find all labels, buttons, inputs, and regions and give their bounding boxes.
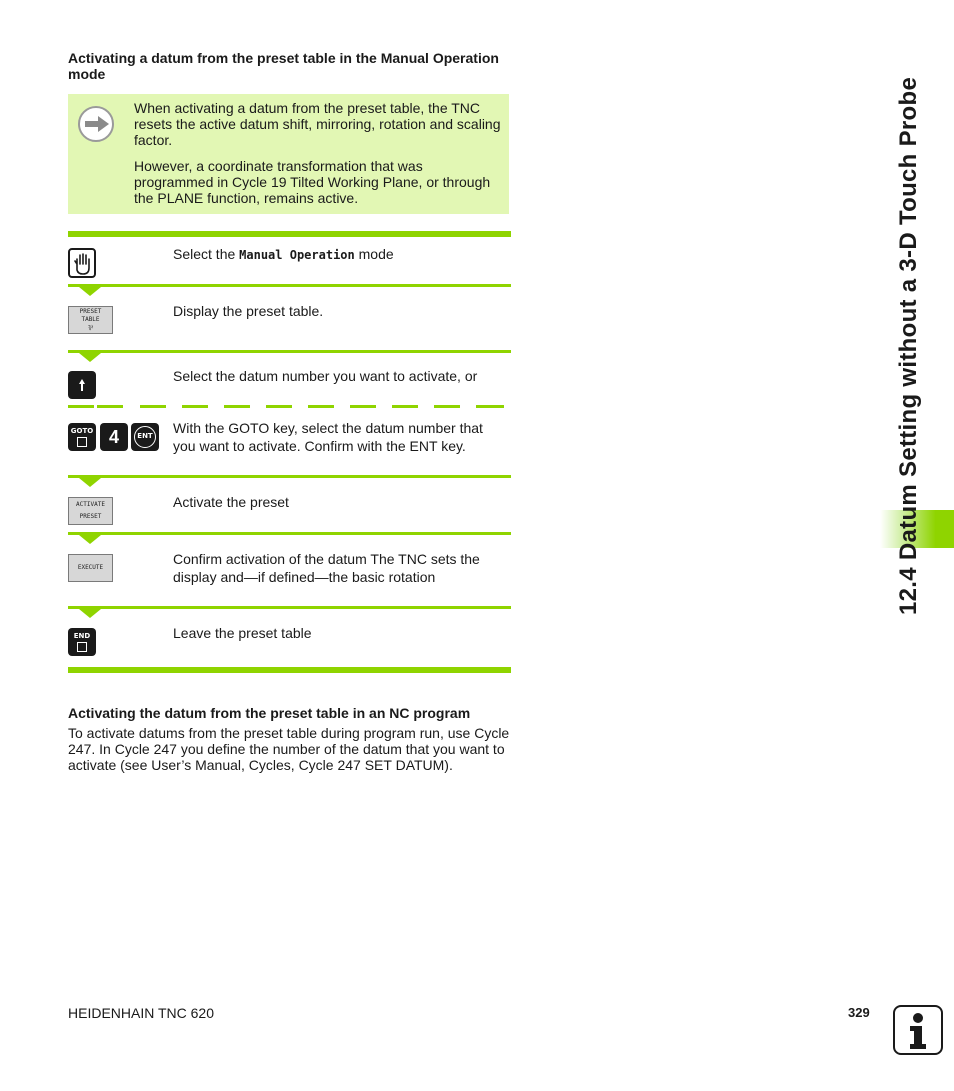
step-arrow bbox=[79, 478, 101, 487]
note-text-2: However, a coordinate transformation that was programmed in Cycle 19 Tilted Working Plane, or through the PLANE function, remains active. bbox=[134, 158, 491, 206]
mode-name: Manual Operation bbox=[239, 248, 355, 262]
goto-key[interactable]: GOTO bbox=[68, 423, 96, 451]
step-divider bbox=[68, 475, 511, 478]
step-arrow bbox=[79, 609, 101, 618]
step-divider bbox=[68, 284, 511, 287]
step-text: Leave the preset table bbox=[173, 625, 312, 641]
step-text: Select the Manual Operation mode bbox=[173, 246, 394, 262]
preset-table-softkey[interactable]: PRESET TABLE ⅌ bbox=[68, 306, 113, 334]
step-divider bbox=[68, 350, 511, 353]
section-heading: Activating a datum from the preset table in the Manual Operation mode bbox=[68, 50, 499, 82]
step-divider bbox=[68, 532, 511, 535]
step-arrow bbox=[79, 535, 101, 544]
section-heading: Activating the datum from the preset table in an NC program bbox=[68, 705, 471, 721]
page-number: 329 bbox=[848, 1005, 870, 1020]
info-icon[interactable] bbox=[893, 1005, 943, 1055]
activate-preset-softkey[interactable]: ACTIVATE PRESET bbox=[68, 497, 113, 525]
end-key[interactable]: END bbox=[68, 628, 96, 656]
table-bottom-bar bbox=[68, 667, 511, 673]
arrow-right-icon bbox=[78, 106, 114, 142]
arrow-up-key[interactable] bbox=[68, 371, 96, 399]
step-arrow bbox=[79, 353, 101, 362]
chapter-title: 12.4 Datum Setting without a 3-D Touch Probe bbox=[895, 76, 922, 615]
step-text: Activate the preset bbox=[173, 494, 289, 510]
note-text-1: When activating a datum from the preset table, the TNC resets the active datum shift, mirroring, rotation and scaling factor. bbox=[134, 100, 501, 148]
body-paragraph: To activate datums from the preset table during program run, use Cycle 247. In Cycle 247 you define the number of the datum that you want to activate (see User’s Manual, Cycles, Cycle 247 SET DATUM). bbox=[68, 725, 510, 773]
execute-softkey[interactable]: EXECUTE bbox=[68, 554, 113, 582]
footer-product: HEIDENHAIN TNC 620 bbox=[68, 1005, 215, 1021]
number-4-key[interactable]: 4 bbox=[100, 423, 128, 451]
step-text: Select the datum number you want to activate, or bbox=[173, 368, 478, 384]
hand-icon[interactable] bbox=[68, 248, 96, 278]
step-divider bbox=[68, 231, 511, 237]
step-text: With the GOTO key, select the datum number that you want to activate. Confirm with the ENT key. bbox=[173, 420, 483, 454]
step-text: Display the preset table. bbox=[173, 303, 324, 319]
ent-key[interactable]: ENT bbox=[131, 423, 159, 451]
step-divider bbox=[68, 606, 511, 609]
note-box bbox=[68, 94, 509, 214]
step-text: Confirm activation of the datum The TNC sets the display and—if defined—the basic rotation bbox=[173, 551, 480, 585]
step-arrow bbox=[79, 287, 101, 296]
